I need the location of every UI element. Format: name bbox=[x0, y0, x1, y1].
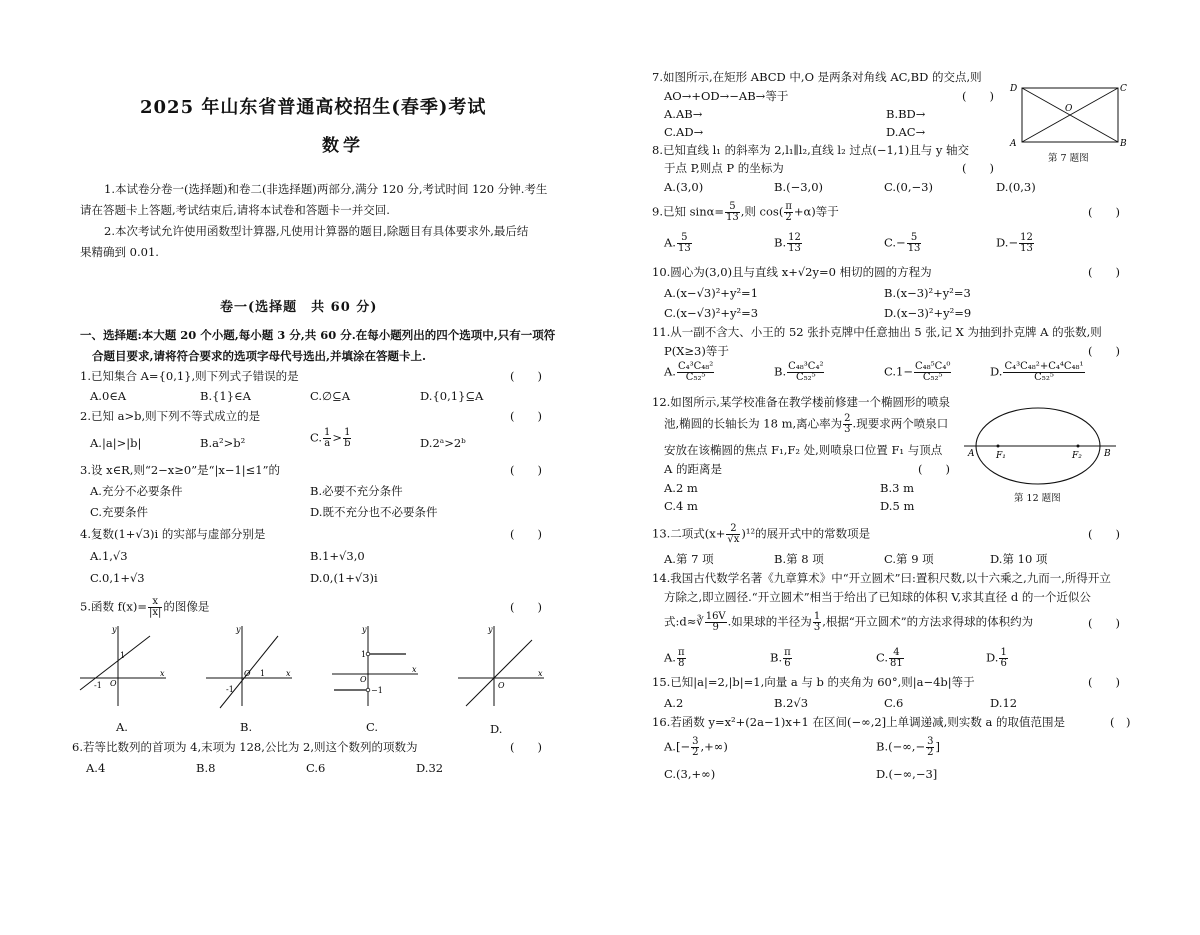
q14-stem-1: 14.我国古代数学名著《九章算术》中“开立圆术”曰:置积尺数,以十六乘之,九而一,所得开立 bbox=[652, 571, 1111, 585]
origin-label: O bbox=[110, 679, 117, 688]
q9-stem: 9.已知 sinα= $\frac{5}{13}$ ,则 cos( $\frac{\pi}{2}$ +α)等于 bbox=[652, 201, 839, 223]
instruction-line-3: 2.本次考试允许使用函数型计算器,凡使用计算器的题目,除题目有具体要求外,最后结 bbox=[104, 224, 529, 238]
q10-option-b: B.(x−3)²+y²=3 bbox=[884, 286, 971, 300]
q5-graph-c bbox=[326, 622, 422, 710]
section-title: 卷一(选择题 共 60 分) bbox=[220, 300, 378, 315]
label-d: D bbox=[1010, 84, 1018, 94]
q13-option-a: A.第 7 项 bbox=[664, 552, 714, 566]
q5-option-d: D. bbox=[490, 722, 503, 736]
q4-option-b: B.1+√3,0 bbox=[310, 549, 365, 563]
q16-answer-blank: ( ) bbox=[1110, 715, 1131, 729]
focus-f2 bbox=[1077, 445, 1080, 448]
q4-stem: 4.复数(1+√3)i 的实部与虚部分别是 bbox=[80, 527, 266, 541]
q1-option-d: D.{0,1}⊆A bbox=[420, 389, 484, 403]
q14-stem-3: 式:d≈∛ $\frac{16V}{9}$ .如果球的半径为 $\frac{1}{3}$ ,根据“开立圆术”的方法求得球的体积约为 bbox=[664, 611, 1034, 633]
q6-answer-blank: ( ) bbox=[510, 740, 542, 754]
q12-stem-4: A 的距离是 bbox=[664, 462, 722, 476]
q2-option-d: D.2ᵃ>2ᵇ bbox=[420, 436, 466, 450]
q7-option-a: A.AB→ bbox=[664, 107, 703, 121]
q2-option-b: B.a²>b² bbox=[200, 436, 246, 450]
q8-answer-blank: ( ) bbox=[962, 161, 994, 175]
q6-option-a: A.4 bbox=[86, 761, 106, 775]
q5-graph-a bbox=[74, 622, 170, 710]
q13-stem: 13.二项式(x+ $\frac{2}{√x}$ )¹²的展开式中的常数项是 bbox=[652, 523, 871, 545]
q16-option-d: D.(−∞,−3] bbox=[876, 767, 938, 781]
q2-option-c: C. $\frac{1}{a}$ > $\frac{1}{b}$ bbox=[310, 427, 351, 449]
q8-option-d: D.(0,3) bbox=[996, 180, 1036, 194]
q11-option-a: A. $\frac{\text{C₄³C₄₈²}}{\text{C₅₂⁵}}$ bbox=[664, 361, 714, 383]
q6-stem: 6.若等比数列的首项为 4,末项为 128,公比为 2,则这个数列的项数为 bbox=[72, 740, 418, 754]
q7-option-b: B.BD→ bbox=[886, 107, 926, 121]
q13-option-b: B.第 8 项 bbox=[774, 552, 824, 566]
q12-caption: 第 12 题图 bbox=[1014, 493, 1061, 504]
q4-option-d: D.0,(1+√3)i bbox=[310, 571, 378, 585]
q8-option-b: B.(−3,0) bbox=[774, 180, 824, 194]
q1-stem: 1.已知集合 A={0,1},则下列式子错误的是 bbox=[80, 369, 299, 383]
q7-figure-rectangle bbox=[1006, 80, 1130, 148]
label-b: B bbox=[1120, 139, 1127, 148]
q11-answer-blank: ( ) bbox=[1088, 344, 1120, 358]
q9-option-b: B. $\frac{12}{13}$ bbox=[774, 232, 801, 254]
q2-stem: 2.已知 a>b,则下列不等式成立的是 bbox=[80, 409, 261, 423]
q11-option-c: C.1− $\frac{\text{C₄₈⁵C₄⁰}}{\text{C₅₂⁵}}$ bbox=[884, 361, 951, 383]
q15-stem: 15.已知|a|=2,|b|=1,向量 a 与 b 的夹角为 60°,则|a−4b|等于 bbox=[652, 675, 975, 689]
q12-stem-1: 12.如图所示,某学校准备在教学楼前修建一个椭圆形的喷泉 bbox=[652, 395, 950, 409]
q10-option-d: D.(x−3)²+y²=9 bbox=[884, 306, 972, 320]
q2-answer-blank: ( ) bbox=[510, 409, 542, 423]
x-label: x bbox=[286, 669, 291, 678]
y-label: y bbox=[112, 625, 117, 634]
tick-1: 1 bbox=[361, 650, 367, 659]
label-c: C bbox=[1120, 84, 1127, 94]
q3-option-a: A.充分不必要条件 bbox=[90, 484, 183, 498]
x-label: x bbox=[160, 669, 165, 678]
tick-1: 1 bbox=[260, 669, 266, 678]
y-label: y bbox=[488, 625, 493, 634]
instruction-line-2: 请在答题卡上答题,考试结束后,请将本试卷和答题卡一并交回. bbox=[80, 203, 390, 217]
tick-neg1: -1 bbox=[94, 681, 102, 690]
tick-neg1: -1 bbox=[226, 685, 234, 694]
q7-answer-blank: ( ) bbox=[962, 89, 994, 103]
subject-title: 数学 bbox=[322, 136, 364, 156]
q4-option-c: C.0,1+√3 bbox=[90, 571, 145, 585]
origin-label: O bbox=[244, 669, 251, 678]
q8-stem-1: 8.已知直线 l₁ 的斜率为 2,l₁∥l₂,直线 l₂ 过点(−1,1)且与 y 轴交 bbox=[652, 143, 970, 157]
q12-stem-3: 安放在该椭圆的焦点 F₁,F₂ 处,则喷泉口位置 F₁ 与顶点 bbox=[664, 443, 943, 457]
q1-option-a: A.0∈A bbox=[90, 389, 127, 403]
q11-option-d: D. $\frac{\text{C₄³C₄₈²+C₄⁴C₄₈¹}}{\text{C₅₂⁵}}$ bbox=[990, 361, 1084, 383]
q9-option-d: D.− $\frac{12}{13}$ bbox=[996, 232, 1033, 254]
q14-option-b: B. $\frac{\pi}{6}$ bbox=[770, 647, 791, 669]
instruction-line-4: 果精确到 0.01. bbox=[80, 245, 159, 259]
label-a: A bbox=[1010, 139, 1017, 148]
q16-stem: 16.若函数 y=x²+(2a−1)x+1 在区间(−∞,2]上单调递减,则实数 a 的取值范围是 bbox=[652, 715, 1065, 729]
y-label: y bbox=[236, 625, 241, 634]
q11-option-b: B. $\frac{\text{C₄₈³C₄²}}{\text{C₅₂⁵}}$ bbox=[774, 361, 824, 383]
q9-option-a: A. $\frac{5}{13}$ bbox=[664, 232, 691, 254]
q15-answer-blank: ( ) bbox=[1088, 675, 1120, 689]
q15-option-c: C.6 bbox=[884, 696, 904, 710]
x-label: x bbox=[412, 665, 417, 674]
q13-option-c: C.第 9 项 bbox=[884, 552, 934, 566]
q15-option-a: A.2 bbox=[664, 696, 684, 710]
q5-graph-d bbox=[452, 622, 548, 710]
q9-option-c: C.− $\frac{5}{13}$ bbox=[884, 232, 921, 254]
q5-option-a: A. bbox=[116, 720, 128, 734]
q11-stem-2: P(X≥3)等于 bbox=[664, 344, 729, 358]
open-point-lower bbox=[366, 688, 370, 692]
q5-answer-blank: ( ) bbox=[510, 600, 542, 614]
q8-stem-2: 于点 P,则点 P 的坐标为 bbox=[664, 161, 784, 175]
q3-option-d: D.既不充分也不必要条件 bbox=[310, 505, 438, 519]
q12-stem-2: 池,椭圆的长轴长为 18 m,离心率为 $\frac{2}{3}$ .现要求两个喷泉口 bbox=[664, 413, 949, 435]
q14-stem-2: 方除之,即立圆径.“开立圆术”相当于给出了已知球的体积 V,求其直径 d 的一个近似公 bbox=[664, 590, 1091, 604]
q5-option-c: C. bbox=[366, 720, 379, 734]
q10-option-a: A.(x−√3)²+y²=1 bbox=[664, 286, 759, 300]
q3-option-b: B.必要不充分条件 bbox=[310, 484, 403, 498]
section-intro-1: 一、选择题:本大题 20 个小题,每小题 3 分,共 60 分.在每小题列出的四个选项中,只有一项符 bbox=[80, 328, 556, 342]
q3-option-c: C.充要条件 bbox=[90, 505, 149, 519]
q9-answer-blank: ( ) bbox=[1088, 205, 1120, 219]
q10-stem: 10.圆心为(3,0)且与直线 x+√2y=0 相切的圆的方程为 bbox=[652, 265, 932, 279]
instruction-line-1: 1.本试卷分卷一(选择题)和卷二(非选择题)两部分,满分 120 分,考试时间 120 分钟.考生 bbox=[104, 182, 548, 196]
label-o: O bbox=[1065, 104, 1073, 114]
q14-answer-blank: ( ) bbox=[1088, 616, 1120, 630]
q7-stem-1: 7.如图所示,在矩形 ABCD 中,O 是两条对角线 AC,BD 的交点,则 bbox=[652, 70, 982, 84]
q14-option-a: A. $\frac{\pi}{8}$ bbox=[664, 647, 685, 669]
q7-option-d: D.AC→ bbox=[886, 125, 926, 139]
q6-option-d: D.32 bbox=[416, 761, 444, 775]
open-point-upper bbox=[366, 652, 370, 656]
q12-answer-blank: ( ) bbox=[918, 462, 950, 476]
q5-option-b: B. bbox=[240, 720, 253, 734]
q7-caption: 第 7 题图 bbox=[1048, 153, 1089, 164]
q12-option-a: A.2 m bbox=[664, 481, 698, 495]
q13-answer-blank: ( ) bbox=[1088, 527, 1120, 541]
q4-option-a: A.1,√3 bbox=[90, 549, 128, 563]
y-label: y bbox=[362, 625, 367, 634]
q1-option-c: C.∅⊆A bbox=[310, 389, 351, 403]
q16-option-a: A.[− $\frac{3}{2}$ ,+∞) bbox=[664, 736, 728, 758]
label-b: B bbox=[1104, 449, 1111, 459]
q4-answer-blank: ( ) bbox=[510, 527, 542, 541]
q16-option-c: C.(3,+∞) bbox=[664, 767, 716, 781]
q12-option-d: D.5 m bbox=[880, 499, 915, 513]
q2-option-a: A.|a|>|b| bbox=[90, 436, 142, 450]
origin-label: O bbox=[360, 675, 367, 684]
tick-neg1: −1 bbox=[371, 686, 383, 695]
q12-option-b: B.3 m bbox=[880, 481, 914, 495]
q14-option-d: D. $\frac{1}{6}$ bbox=[986, 647, 1007, 669]
q1-option-b: B.{1}∈A bbox=[200, 389, 251, 403]
q12-option-c: C.4 m bbox=[664, 499, 698, 513]
label-f2: F₂ bbox=[1072, 451, 1082, 461]
q5-stem: 5.函数 f(x)= $\frac{x}{|x|}$ 的图像是 bbox=[80, 596, 210, 618]
q8-option-c: C.(0,−3) bbox=[884, 180, 933, 194]
label-f1: F₁ bbox=[996, 451, 1006, 461]
q1-answer-blank: ( ) bbox=[510, 369, 542, 383]
q10-answer-blank: ( ) bbox=[1088, 265, 1120, 279]
q16-option-b: B.(−∞,− $\frac{3}{2}$ ] bbox=[876, 736, 940, 758]
q6-option-c: C.6 bbox=[306, 761, 326, 775]
tick-1: 1 bbox=[120, 651, 126, 660]
focus-f1 bbox=[997, 445, 1000, 448]
label-a: A bbox=[968, 449, 975, 459]
q11-stem-1: 11.从一副不含大、小王的 52 张扑克牌中任意抽出 5 张,记 X 为抽到扑克牌 A 的张数,则 bbox=[652, 325, 1102, 339]
q12-figure-ellipse bbox=[960, 404, 1120, 488]
x-label: x bbox=[538, 669, 543, 678]
q10-option-c: C.(x−√3)²+y²=3 bbox=[664, 306, 759, 320]
q15-option-b: B.2√3 bbox=[774, 696, 809, 710]
q15-option-d: D.12 bbox=[990, 696, 1018, 710]
q13-option-d: D.第 10 项 bbox=[990, 552, 1048, 566]
function-line bbox=[466, 640, 532, 706]
q14-option-c: C. $\frac{4}{81}$ bbox=[876, 647, 903, 669]
q8-option-a: A.(3,0) bbox=[664, 180, 704, 194]
q7-stem-2: AO→+OD→−AB→等于 bbox=[664, 89, 789, 103]
q6-option-b: B.8 bbox=[196, 761, 216, 775]
origin-label: O bbox=[498, 681, 505, 690]
section-intro-2: 合题目要求,请将符合要求的选项字母代号选出,并填涂在答题卡上. bbox=[92, 349, 427, 363]
q7-option-c: C.AD→ bbox=[664, 125, 704, 139]
q5-graph-b bbox=[200, 622, 296, 710]
exam-title: 2025 年山东省普通高校招生(春季)考试 bbox=[140, 97, 487, 118]
q3-stem: 3.设 x∈R,则“2−x≥0”是“|x−1|≤1”的 bbox=[80, 463, 280, 477]
q3-answer-blank: ( ) bbox=[510, 463, 542, 477]
